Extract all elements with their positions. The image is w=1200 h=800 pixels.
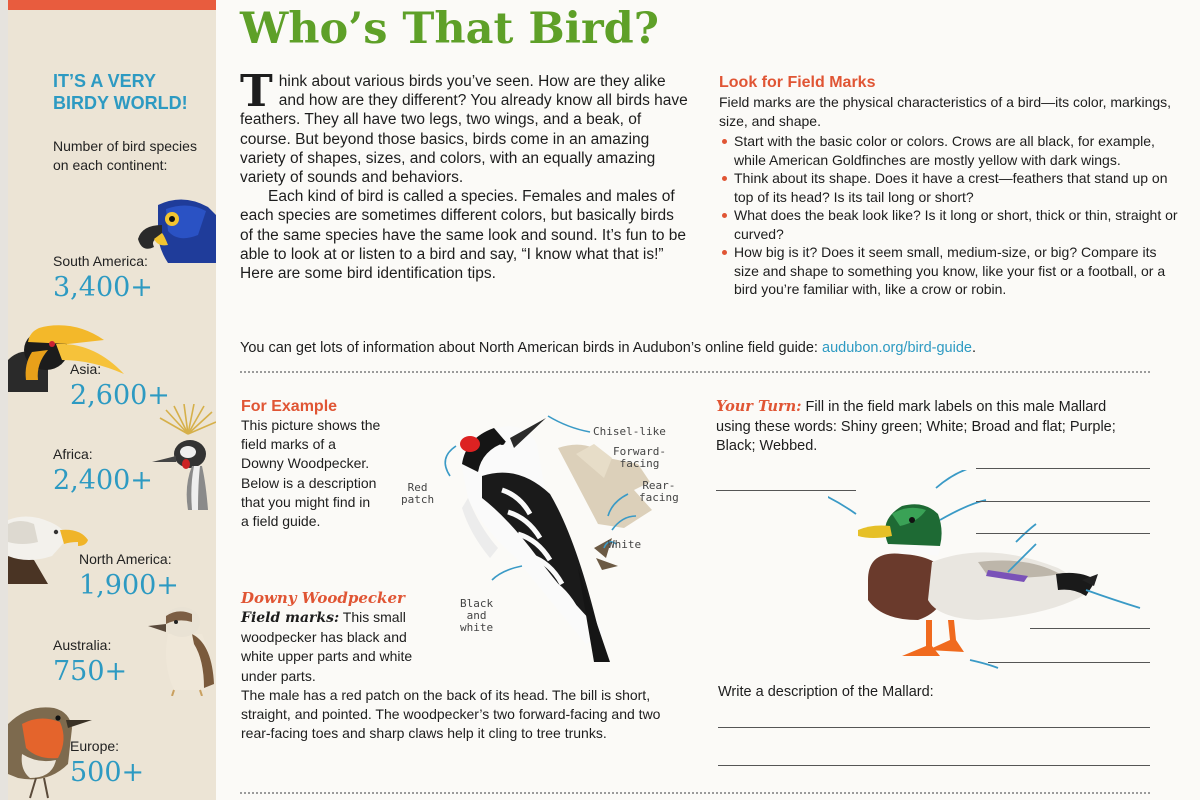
- downy-desc-text-b: The male has a red patch on the back of its head. The bill is short, straight, and pointed. The woodpecker’s two forward-facing and two rear-facing toes and sharp claws help it cling to tree trunks.: [241, 686, 661, 742]
- list-item: What does the beak look like? Is it long or short, thick or thin, straight or curved?: [719, 206, 1179, 243]
- continent-name: Asia:: [70, 361, 102, 377]
- mallard-illustration: [828, 470, 1148, 670]
- fill-in-line[interactable]: [976, 501, 1150, 502]
- continent-name: Australia:: [53, 637, 112, 653]
- sidebar-subheading: Number of bird species on each continent:: [53, 138, 197, 173]
- write-description-prompt: Write a description of the Mallard:: [718, 684, 934, 700]
- field-guide-link[interactable]: audubon.org/bird-guide: [822, 340, 972, 356]
- continent-count: 3,400+: [53, 272, 153, 303]
- intro-paragraph: [240, 66, 690, 187]
- continent-name: Europe:: [70, 738, 120, 754]
- fill-in-line[interactable]: [1030, 628, 1150, 629]
- continent-name: Africa:: [53, 446, 93, 462]
- sidebar: [8, 0, 216, 800]
- continent-count: 1,900+: [79, 570, 179, 601]
- continent-name: South America:: [53, 253, 148, 269]
- sidebar-accent-bar: [8, 0, 216, 10]
- label-chisel-like: Chisel-like: [593, 425, 666, 438]
- intro-text: [240, 66, 690, 283]
- field-marks-heading: Look for Field Marks: [719, 74, 876, 91]
- field-marks-body: [719, 93, 1179, 299]
- intro-paragraph-1: hink about various birds you’ve seen. How are they alike and how are they different? You already know all birds have feathers. They all have two legs, two wings, and a beak, of course. But beyond those basics, birds come in an amazing variety of shapes, sizes, and colors, with an equally amazing variety of sounds and behaviors.: [240, 73, 688, 187]
- fill-in-line[interactable]: [976, 533, 1150, 534]
- intro-paragraph-2: Each kind of bird is called a species. Females and males of each species are sometimes different colors, but basically birds of the same species have the same look and sound. It’s fun to be able to look at or listen to a bird and say, “I know what that is!” Here are some bird identification tips.: [240, 188, 687, 283]
- continent-count: 2,600+: [70, 380, 170, 411]
- your-turn-label: Your Turn:: [716, 398, 802, 415]
- downy-desc-text-a: This small woodpecker has black and white upper parts and white under parts.: [241, 609, 413, 684]
- field-guide-end: .: [971, 340, 976, 356]
- label-rear-facing: Rear- facing: [639, 479, 679, 504]
- crowned-crane-icon: [148, 404, 216, 510]
- kookaburra-icon: [148, 604, 216, 696]
- description-line[interactable]: [718, 765, 1150, 766]
- fill-in-line[interactable]: [988, 662, 1150, 663]
- your-turn-instructions: [716, 397, 1136, 457]
- sidebar-heading: IT’S A VERY BIRDY WORLD!: [53, 71, 188, 113]
- downy-woodpecker-heading: Downy Woodpecker: [241, 589, 405, 607]
- divider: [240, 792, 1150, 794]
- field-guide-text: You can get lots of information about North American birds in Audubon’s online field guide:: [240, 340, 822, 356]
- continent-count: 2,400+: [53, 465, 153, 496]
- divider: [240, 371, 1150, 373]
- list-item: Think about its shape. Does it have a crest—feathers that stand up on top of its head? Is its tail long or short?: [719, 169, 1179, 206]
- field-marks-intro: Field marks are the physical characteristics of a bird—its color, markings, size, and shape.: [719, 94, 1172, 129]
- bald-eagle-icon: [8, 512, 90, 584]
- continent-count: 750+: [53, 656, 128, 687]
- field-guide-note: [240, 340, 976, 356]
- label-black-and-white: Black and white: [460, 597, 494, 634]
- downy-woodpecker-description: [241, 608, 661, 743]
- fill-in-line[interactable]: [716, 490, 856, 491]
- list-item: Start with the basic color or colors. Crows are all black, for example, while American Goldfinches are mostly yellow with dark wings.: [719, 132, 1179, 169]
- label-forward-facing: Forward- facing: [613, 445, 666, 470]
- label-white: White: [608, 538, 642, 551]
- continent-count: 500+: [70, 757, 145, 788]
- continent-name: North America:: [79, 551, 172, 567]
- example-body: This picture shows the field marks of a Downy Woodpecker. Below is a description that you might find in a field guide.: [241, 417, 381, 530]
- downy-desc-part1: [241, 608, 431, 686]
- drop-cap: T: [240, 66, 273, 117]
- label-red-patch: Red patch: [401, 481, 435, 506]
- field-marks-label: Field marks:: [241, 610, 340, 626]
- page-title: Who’s That Bird?: [240, 4, 659, 54]
- your-turn-text: Fill in the field mark labels on this male Mallard using these words: Shiny green; White; Broad and flat; Purple; Black; Webbed.: [716, 399, 1116, 454]
- example-heading: For Example: [241, 398, 338, 415]
- list-item: How big is it? Does it seem small, medium-size, or big? Compare its size and shape to something you know, like your fist or a football, or a bird you’re familiar with, like a crow or robin.: [719, 243, 1179, 299]
- page: [8, 0, 1200, 800]
- field-marks-tips: [719, 132, 1179, 299]
- fill-in-line[interactable]: [976, 468, 1150, 469]
- description-line[interactable]: [718, 727, 1150, 728]
